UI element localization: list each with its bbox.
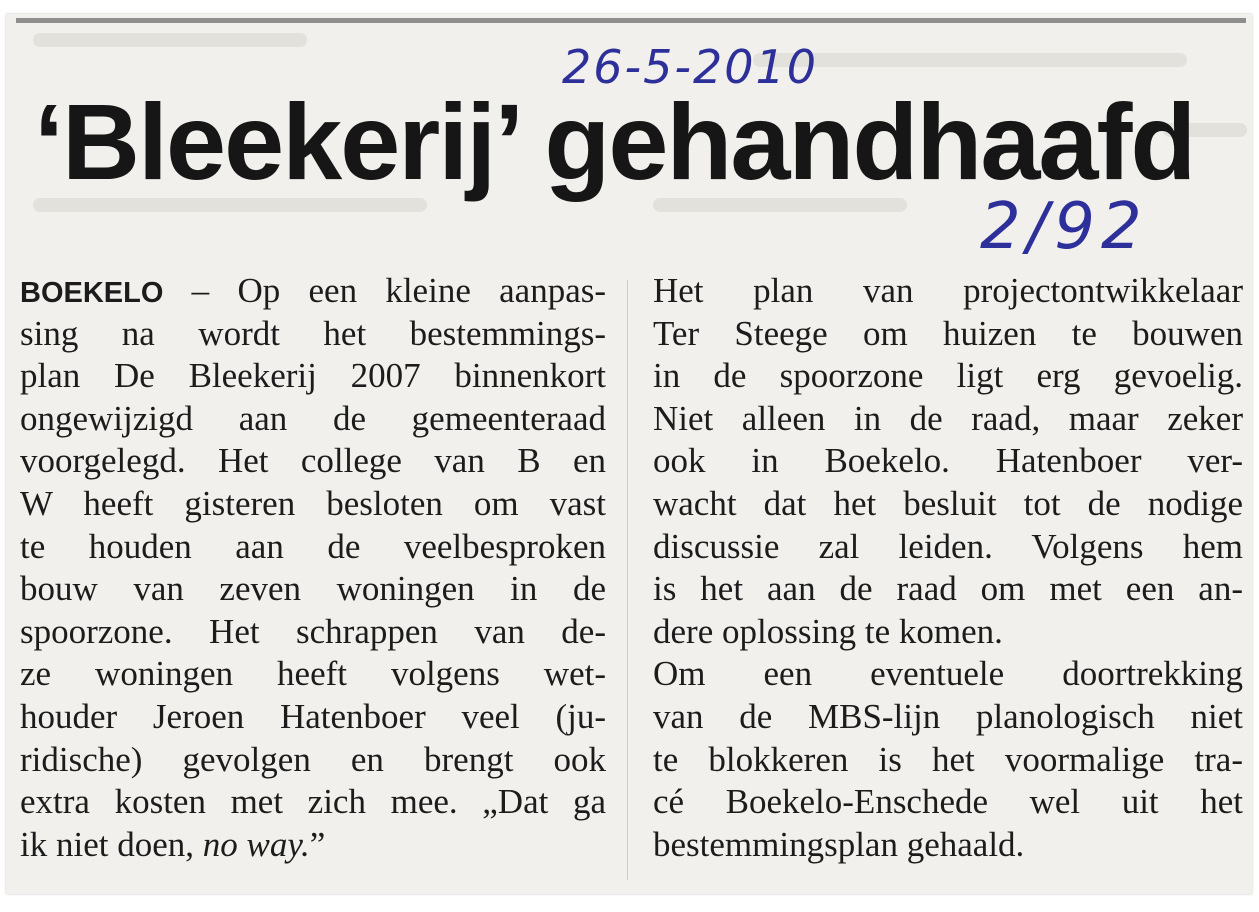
text-line: Het plan van projectontwikkelaar (653, 271, 1243, 310)
text-line: spoorzone. Het schrappen van de- (20, 611, 606, 651)
text-line: is het aan de raad om met een an- (653, 569, 1243, 609)
text-line: in de spoorzone ligt erg gevoelig. (653, 356, 1243, 396)
text-line: Om een eventuele doortrekking (653, 654, 1243, 694)
text-line: van de MBS-lijn planologisch niet (653, 696, 1243, 736)
handwritten-archive-number: 2/92 (980, 190, 1148, 264)
text-line: cé Boekelo-Enschede wel uit het (653, 782, 1243, 822)
text-line: voorgelegd. Het college van B en (20, 441, 606, 481)
column-divider (627, 280, 628, 880)
text-line: wacht dat het besluit tot de nodige (653, 483, 1243, 523)
text-line: Ter Steege om huizen te bouwen (653, 313, 1243, 353)
text-line: extra kosten met zich mee. „Dat ga (20, 782, 606, 822)
line-text: ik niet doen, (20, 824, 203, 864)
text-line: plan De Bleekerij 2007 binnenkort (20, 356, 606, 396)
text-line: te houden aan de veelbesproken (20, 526, 606, 566)
text-line: ongewijzigd aan de gemeenteraad (20, 398, 606, 438)
text-line: houder Jeroen Hatenboer veel (ju- (20, 696, 606, 736)
article-headline: ‘Bleekerij’ gehandhaafd (34, 81, 1195, 202)
text-line: ze woningen heeft volgens wet- (20, 654, 606, 694)
handwritten-date: 26-5-2010 (562, 40, 819, 94)
text-line (20, 270, 606, 313)
dateline-separator: – (163, 271, 238, 310)
dateline: BOEKELO (20, 277, 164, 309)
text-line: te blokkeren is het voormalige tra- (653, 739, 1243, 779)
line-text: Op een kleine aanpas- (237, 271, 607, 310)
text-line: Niet alleen in de raad, maar zeker (653, 398, 1243, 438)
text-line: discussie zal leiden. Volgens hem (653, 526, 1243, 566)
article-column-right (653, 270, 1243, 866)
text-line: sing na wordt het bestemmings- (20, 313, 606, 353)
text-line (20, 824, 606, 867)
text-line: W heeft gisteren besloten om vast (20, 483, 606, 523)
line-text: ” (309, 824, 326, 864)
text-line: dere oplossing te komen. (653, 611, 1003, 651)
text-line: ridische) gevolgen en brengt ook (20, 739, 606, 779)
emphasis-text: no way. (202, 824, 310, 864)
text-line: bestemmingsplan gehaald. (653, 824, 1025, 864)
article-column-left (20, 270, 606, 866)
text-line: bouw van zeven woningen in de (20, 569, 606, 609)
text-line: ook in Boekelo. Hatenboer ver- (653, 441, 1243, 481)
